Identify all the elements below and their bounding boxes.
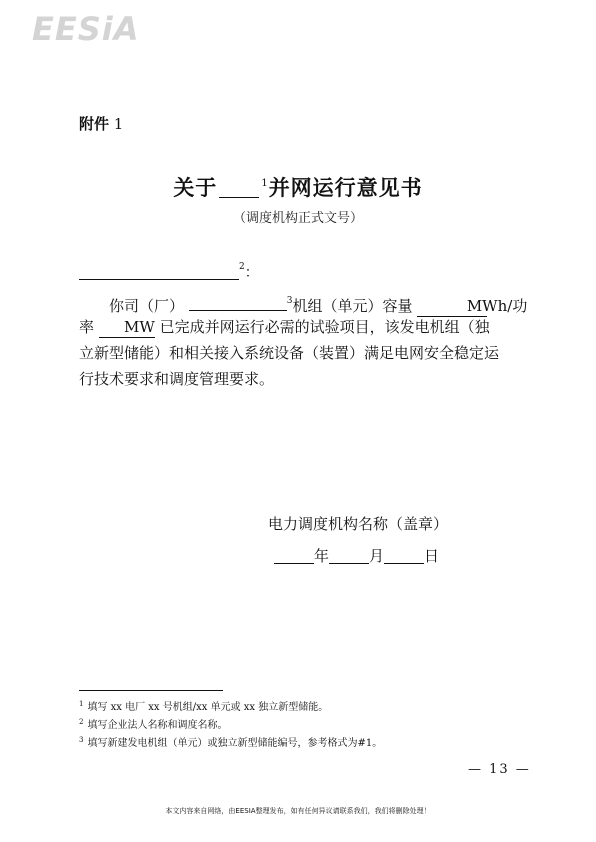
body-line1-a: 你司（厂） <box>109 297 185 315</box>
month-blank <box>329 547 369 564</box>
unit-name-blank <box>189 291 287 311</box>
body-line-4: 行技术要求和调度管理要求。 <box>79 370 275 388</box>
footnote-mark: 2 <box>79 718 84 726</box>
attachment-word: 附件 <box>79 115 110 133</box>
copyright-notice: 本文内容来自网络，由EESIA整理发布，如有任何异议请联系我们，我们将删除处理！ <box>165 807 431 815</box>
eesia-logo: EESiA <box>32 10 140 48</box>
signature-line: 电力调度机构名称（盖章） <box>268 515 449 533</box>
power-blank <box>99 318 155 338</box>
footnote-divider <box>79 690 223 691</box>
title-blank <box>219 177 259 198</box>
title-suffix: 并网运行意见书 <box>268 175 423 200</box>
day-label: 日 <box>424 547 440 565</box>
footnote-text: 填写新建发电机组（单元）或独立新型储能编号，参考格式为#1。 <box>87 738 383 749</box>
footnote-item <box>79 733 382 751</box>
addressee-colon: ： <box>244 265 259 281</box>
footnote-mark: 3 <box>79 736 84 744</box>
addressee-footnote-mark: 2 <box>239 262 245 272</box>
attachment-number: 1 <box>113 115 124 133</box>
footnote-text: 填写企业法人名称和调度名称。 <box>87 720 228 731</box>
power-unit: MW <box>124 318 155 336</box>
footnote-item <box>79 715 382 733</box>
footnotes <box>79 697 382 751</box>
body-footnote-mark: 3 <box>286 296 293 306</box>
addressee-line <box>79 262 259 282</box>
title-prefix: 关于 <box>173 175 218 200</box>
day-blank <box>384 547 424 564</box>
month-label: 月 <box>369 547 385 565</box>
body-line-3: 立新型储能）和相关接入系统设备（装置）满足电网安全稳定运 <box>79 344 500 362</box>
body-line1-b: 机组（单元）容量 <box>292 297 413 315</box>
footnote-text: 填写 xx 电厂 xx 号机组/xx 单元或 xx 独立新型储能。 <box>87 702 329 713</box>
footnote-mark: 1 <box>79 700 84 708</box>
page-number: — 13 — <box>468 762 531 777</box>
footnote-item <box>79 697 382 715</box>
addressee-blank <box>79 263 239 280</box>
document-subtitle: （调度机构正式文号） <box>232 211 363 226</box>
body-line2-b: 已完成并网运行必需的试验项目，该发电机组（独 <box>159 318 490 336</box>
title-footnote-mark: 1 <box>261 178 269 189</box>
body-line2-a: 率 <box>79 318 95 336</box>
attachment-label <box>79 113 123 134</box>
year-blank <box>274 547 314 564</box>
body-line-1 <box>79 288 528 315</box>
year-label: 年 <box>314 547 330 565</box>
body-paragraph <box>79 288 528 392</box>
body-line-2 <box>79 314 519 340</box>
capacity-unit: MWh/功 <box>466 297 528 315</box>
document-title <box>0 172 596 202</box>
date-line <box>274 545 439 566</box>
